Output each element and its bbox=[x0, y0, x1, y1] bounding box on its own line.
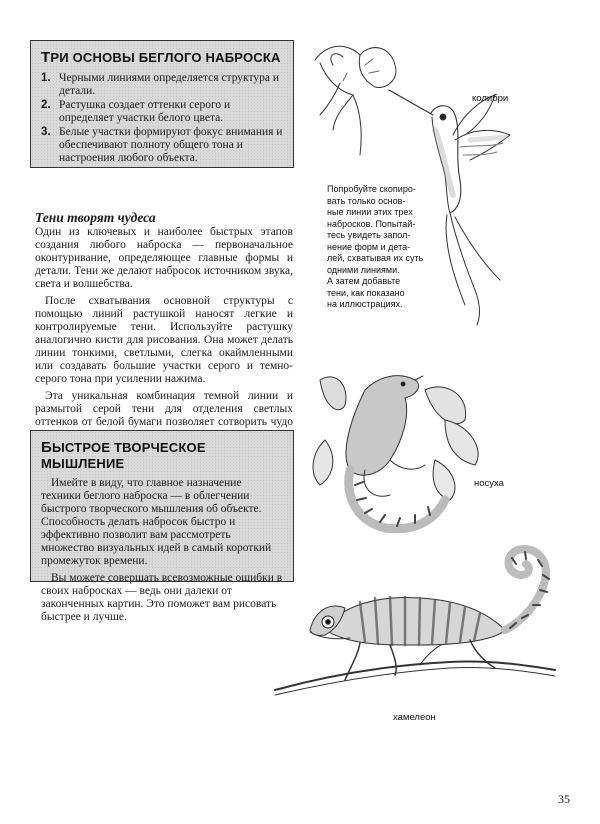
coati-label: носуха bbox=[474, 478, 504, 489]
section-heading: Тени творят чудеса bbox=[35, 210, 156, 225]
chameleon-label: хамелеон bbox=[393, 712, 436, 723]
list-item: 3. Белые участки формируют фокус внимания и обеспечивают полноту общего тона и настроения любого объекта. bbox=[41, 126, 283, 164]
chameleon-sketch bbox=[270, 540, 560, 720]
paragraph: Имейте в виду, что главное назначение техники беглого наброска — в облегчении быстрого творческого мышления об объекте. Способность делать набросок быстро и эффективно позволит вам рассмотреть множество визуальных идей в самый короткий промежуток времени. bbox=[41, 477, 272, 567]
sketch-instructions-caption: Попробуйте скопиро- вать только основ- ные линии этих трех набросков. Попытай- тесь увидеть запол- нение форм и дета- лей, схватывая их суть одними линиями. А затем добавьте тени, как показано на иллюстрациях. bbox=[327, 184, 424, 309]
tips-box-title: БЫСТРОЕ ТВОРЧЕСКОЕ МЫШЛЕНИЕ bbox=[41, 439, 206, 471]
page-number: 35 bbox=[558, 792, 570, 806]
tips-box-title: ТРИ ОСНОВЫ БЕГЛОГО НАБРОСКА bbox=[41, 49, 281, 66]
paragraph: Один из ключевых и наиболее быстрых этапов создания любого наброска — первоначальное оконтуривание, определяющее главные формы и детали. Тени же делают набросок источником звука, света и волшебства. bbox=[35, 226, 293, 290]
paragraph: После схватывания основной структуры с помощью линий растушкой наносят легкие и контролируемые тени. Используйте растушку аналогично кисти для рисования. Она может делать линии тонкими, светлыми, слегка окаймленными или создавать большие участки серого и темно-серого тона при усилении нажима. bbox=[35, 295, 293, 385]
list-item: 1. Черными линиями определяется структура и детали. bbox=[41, 72, 280, 97]
paragraph: Вы можете совершать всевозможные ошибки в своих набросках — ведь они далеки от законченных картин. Это поможет вам рисовать быстрее и лучше. bbox=[41, 572, 283, 623]
tips-box-creative-thinking bbox=[30, 430, 294, 623]
tips-list bbox=[41, 72, 283, 165]
coati-sketch bbox=[305, 360, 495, 540]
hummingbird-label: колибри bbox=[472, 93, 509, 104]
tips-box-three-basics bbox=[30, 40, 294, 168]
paragraph: Эта уникальная комбинация темной линии и размытой серой тени для отделения светлых оттенков от белой бумаги позволяет сотворить чудо bbox=[35, 390, 293, 428]
list-item: 2. Растушка создает оттенки серого и определяет участки белого цвета. bbox=[41, 99, 231, 124]
section-body bbox=[35, 226, 293, 446]
